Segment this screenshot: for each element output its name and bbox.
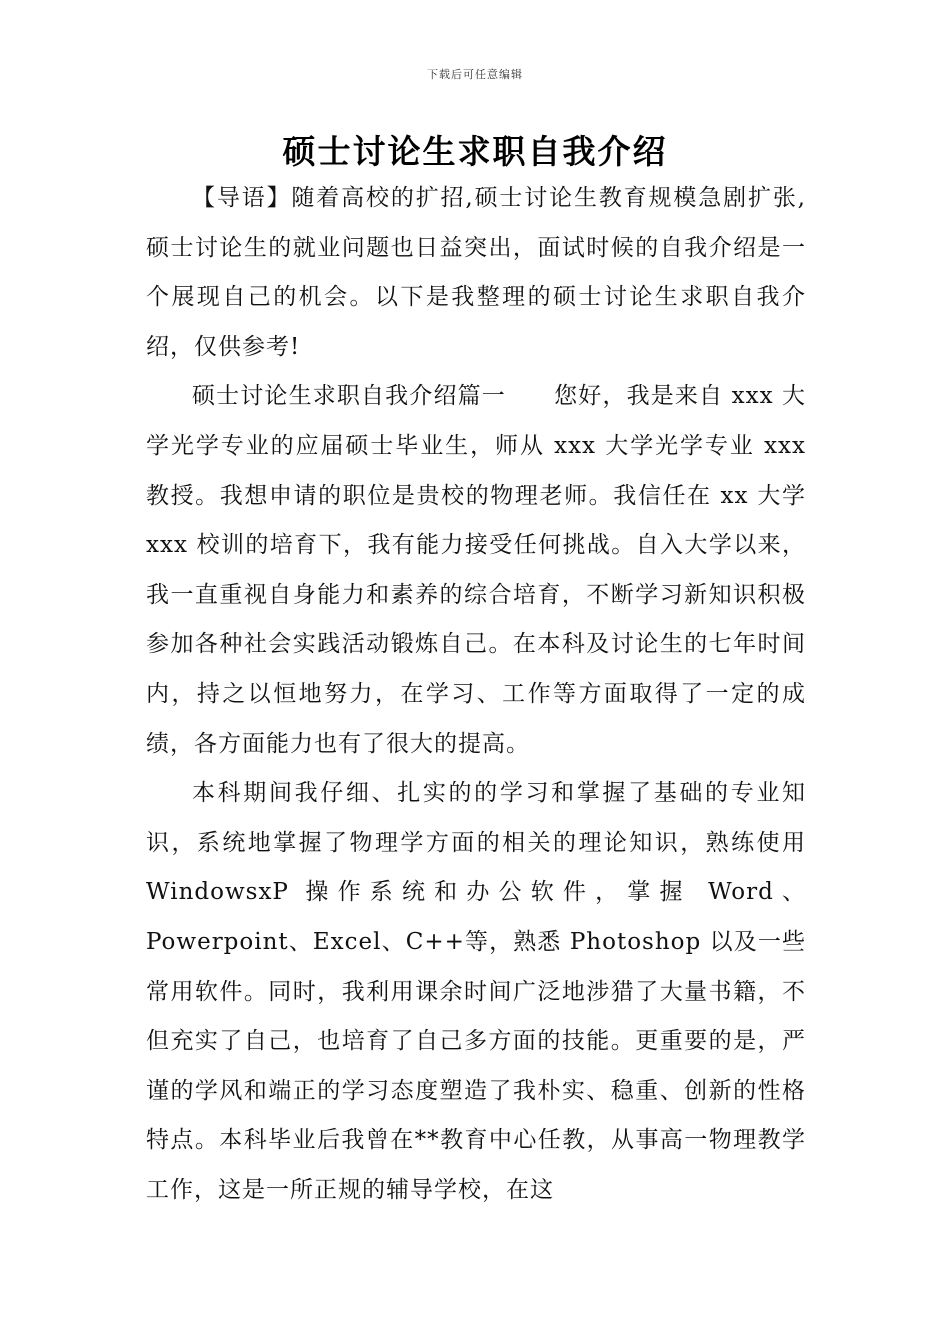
header-note: 下载后可任意编辑: [427, 68, 523, 81]
paragraph-section-one: 硕士讨论生求职自我介绍篇一 您好，我是来自 xxx 大学光学专业的应届硕士毕业生，师从 xxx 大学光学专业 xxx 教授。我想申请的职位是贵校的物理老师。我信任在 xx 大学 xxx 校训的培育下，我有能力接受任何挑战。自入大学以来，我一直重视自身能力和素养的综合培育，不断学习新知识积极参加各种社会实践活动锻炼自己。在本科及讨论生的七年时间内，持之以恒地努力，在学习、工作等方面取得了一定的成绩，各方面能力也有了很大的提高。: [146, 383, 806, 757]
document-body: [146, 174, 806, 1215]
document-title: 硕士讨论生求职自我介绍: [282, 132, 668, 171]
paragraph-undergraduate: 本科期间我仔细、扎实的的学习和掌握了基础的专业知识，系统地掌握了物理学方面的相关的理论知识，熟练使用 WindowsxP 操作系统和办公软件，掌握 Word、Powerpoint、Excel、C++等，熟悉 Photoshop 以及一些常用软件。同时，我利用课余时间广泛地涉猎了大量书籍，不但充实了自己，也培育了自己多方面的技能。更重要的是，严谨的学风和端正的学习态度塑造了我朴实、稳重、创新的性格特点。本科毕业后我曾在**教育中心任教，从事高一物理教学工作，这是一所正规的辅导学校，在这: [146, 780, 806, 1203]
paragraph-intro: 【导语】随着高校的扩招,硕士讨论生教育规模急剧扩张,硕士讨论生的就业问题也日益突出，面试时候的自我介绍是一个展现自己的机会。以下是我整理的硕士讨论生求职自我介绍，仅供参考!: [146, 185, 806, 360]
